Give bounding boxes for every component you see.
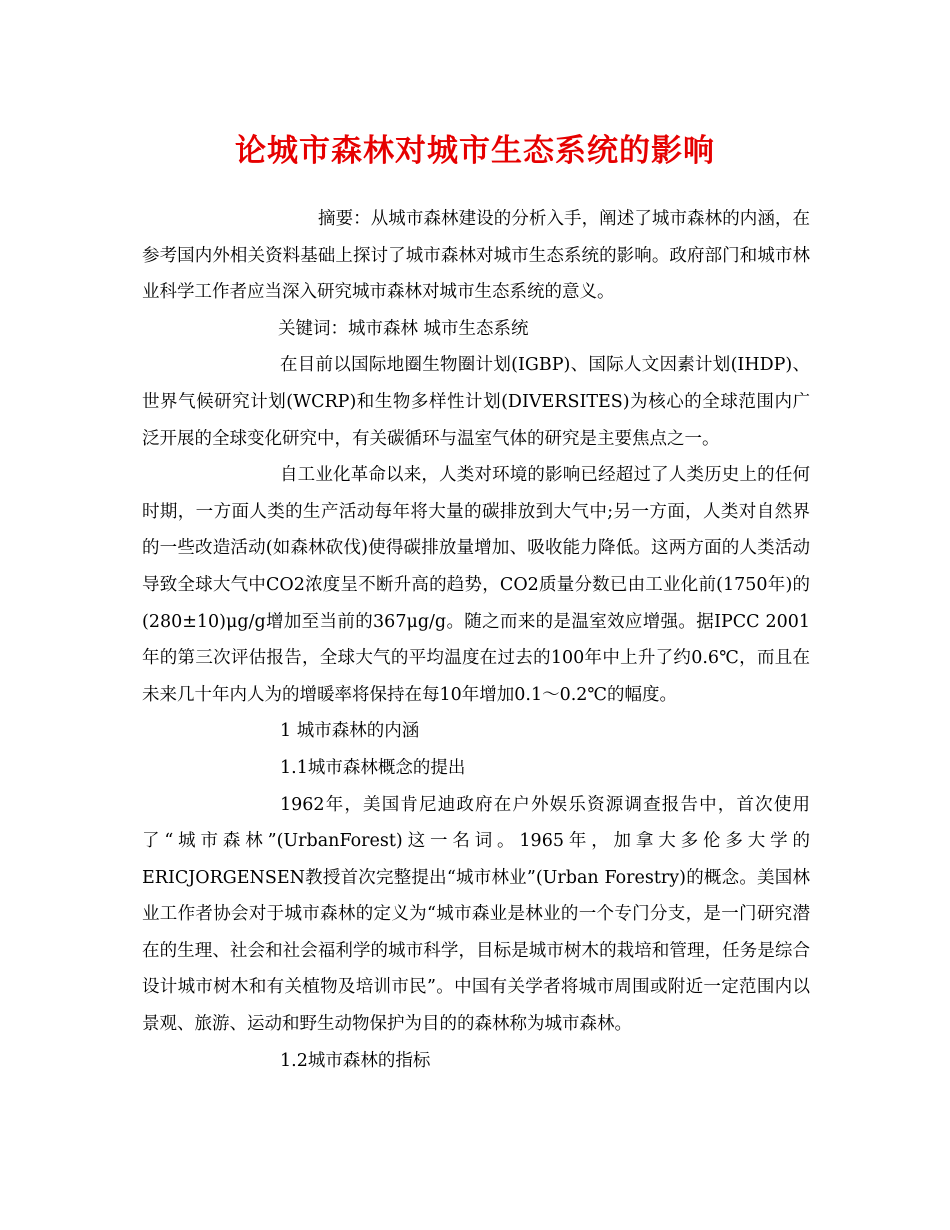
keywords-line: 关键词：城市森林 城市生态系统 [278,318,529,339]
document-body [142,201,810,1079]
subsection-heading: 1.1城市森林概念的提出 [280,757,466,778]
subsection-heading: 1.2城市森林的指标 [280,1050,431,1071]
section-heading: 1 城市森林的内涵 [280,721,420,742]
document-title: 论城市森林对城市生态系统的影响 [235,133,715,169]
body-paragraph: 1962年，美国肯尼迪政府在户外娱乐资源调查报告中，首次使用了“城市森林”(UrbanForest)这一名词。1965年，加拿大多伦多大学的ERICJORGENSEN教授首次完整提出“城市林业”(Urban Forestry)的概念。美国林业工作者协会对于城市森林的定义为“城市森业是林业的一个专门分支，是一门研究潜在的生理、社会和社会福利学的城市科学，目标是城市树木的栽培和管理，任务是综合设计城市树木和有关植物及培训市民”。中国有关学者将城市周围或附近一定范围内以景观、旅游、运动和野生动物保护为目的的森林称为城市森林。 [142,794,810,1035]
body-paragraph: 在目前以国际地圈生物圈计划(IGBP)、国际人文因素计划(IHDP)、世界气候研究计划(WCRP)和生物多样性计划(DIVERSITES)为核心的全球范围内广泛开展的全球变化研究中，有关碳循环与温室气体的研究是主要焦点之一。 [142,355,810,449]
abstract-paragraph: 摘要：从城市森林建设的分析入手，阐述了城市森林的内涵，在参考国内外相关资料基础上探讨了城市森林对城市生态系统的影响。政府部门和城市林业科学工作者应当深入研究城市森林对城市生态系统的意义。 [142,209,810,303]
body-paragraph: 自工业化革命以来，人类对环境的影响已经超过了人类历史上的任何时期，一方面人类的生产活动每年将大量的碳排放到大气中;另一方面，人类对自然界的一些改造活动(如森林砍伐)使得碳排放量增加、吸收能力降低。这两方面的人类活动导致全球大气中CO2浓度呈不断升高的趋势，CO2质量分数已由工业化前(1750年)的(280±10)μg/g增加至当前的367μg/g。随之而来的是温室效应增强。据IPCC 2001年的第三次评估报告，全球大气的平均温度在过去的100年中上升了约0.6℃，而且在未来几十年内人为的增暖率将保持在每10年增加0.1～0.2℃的幅度。 [142,465,810,705]
